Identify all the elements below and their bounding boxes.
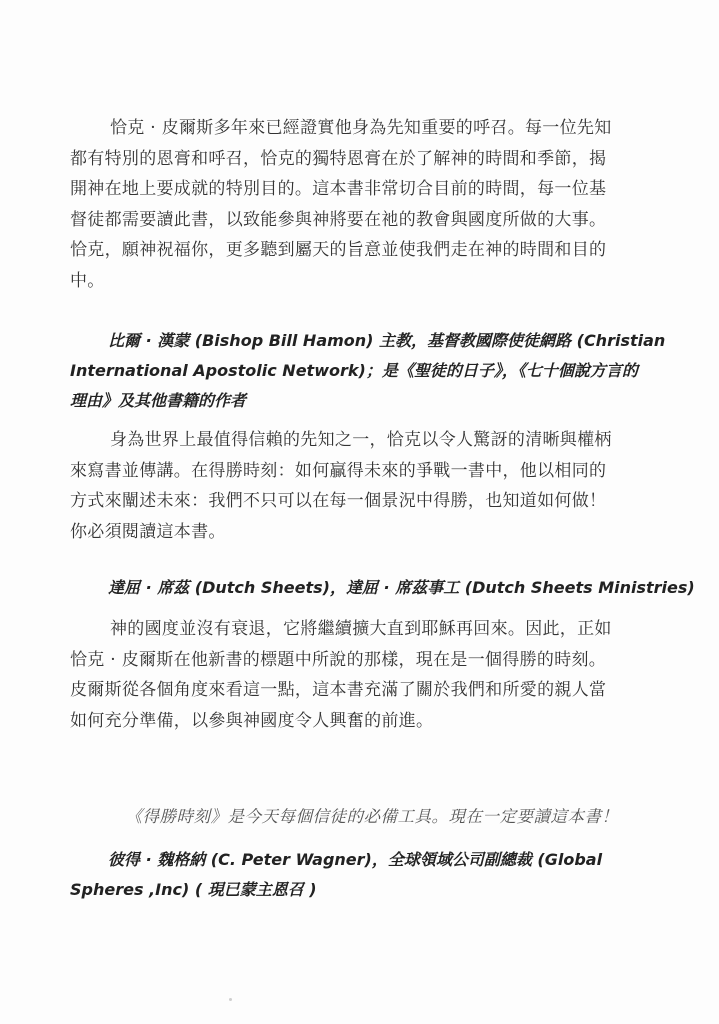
endorsement-3-body (70, 614, 674, 736)
final-quote-block (70, 803, 674, 831)
final-attribution (70, 845, 674, 905)
text-line: 恰克 · 皮爾斯多年來已經證實他身為先知重要的呼召。每一位先知 (110, 118, 612, 138)
endorsement-paragraph (70, 113, 674, 296)
text-line: 來寫書並傳講。在得勝時刻：如何贏得未來的爭戰一書中，他以相同的 (70, 460, 607, 481)
text-line: 督徒都需要讀此書，以致能參與神將要在祂的教會與國度所做的大事。 (70, 209, 607, 230)
text-line: 如何充分準備，以參與神國度令人興奮的前進。 (70, 710, 434, 731)
attribution (70, 326, 674, 416)
text-line: 身為世界上最值得信賴的先知之一，恰克以令人驚訝的清晰與權柄 (110, 430, 612, 450)
endorsement-1-attribution (70, 326, 674, 416)
attribution-line: Spheres ,Inc) ( 現已蒙主恩召 ) (70, 880, 317, 899)
endorsement-1-body (70, 113, 674, 296)
attribution (70, 573, 695, 603)
speck-decoration (229, 998, 232, 1001)
text-line: 都有特別的恩膏和呼召，恰克的獨特恩膏在於了解神的時間和季節，揭 (70, 148, 607, 169)
text-line: 恰克，願神祝福你，更多聽到屬天的旨意並使我們走在神的時間和目的 (70, 240, 607, 260)
attribution (70, 845, 674, 905)
attribution-line: 達屈 · 席茲 (Dutch Sheets)，達屈 · 席茲事工 (Dutch Sheets Ministries) (108, 578, 695, 597)
endorsement-2-attribution (70, 573, 695, 603)
text-line: 你必須閱讀這本書。 (70, 521, 226, 542)
attribution-line: 彼得 · 魏格納 (C. Peter Wagner)，全球領域公司副總裁 (Global (108, 850, 603, 869)
endorsement-paragraph (70, 614, 674, 736)
final-quote: 《得勝時刻》是今天每個信徒的必備工具。現在一定要讀這本書！ (125, 807, 619, 826)
text-line: 開神在地上要成就的特別目的。這本書非常切合目前的時間，每一位基 (70, 179, 607, 199)
text-line: 神的國度並沒有衰退，它將繼續擴大直到耶穌再回來。因此，正如 (110, 619, 612, 639)
endorsement-2-body (70, 425, 674, 547)
attribution-line: 理由》及其他書籍的作者 (70, 391, 247, 410)
text-line: 皮爾斯從各個角度來看這一點，這本書充滿了關於我們和所愛的親人當 (70, 680, 607, 700)
endorsement-paragraph (70, 425, 674, 547)
attribution-line: International Apostolic Network)；是《聖徒的日子》，《七十個說方言的 (70, 361, 638, 380)
text-line: 方式來闡述未來：我們不只可以在每一個景況中得勝，也知道如何做！ (70, 491, 607, 511)
text-line: 恰克 · 皮爾斯在他新書的標題中所說的那樣，現在是一個得勝的時刻。 (70, 649, 607, 670)
text-line: 中。 (70, 270, 105, 291)
attribution-line: 比爾 · 漢蒙 (Bishop Bill Hamon) 主教，基督教國際使徒網路 (Christian (108, 331, 666, 350)
